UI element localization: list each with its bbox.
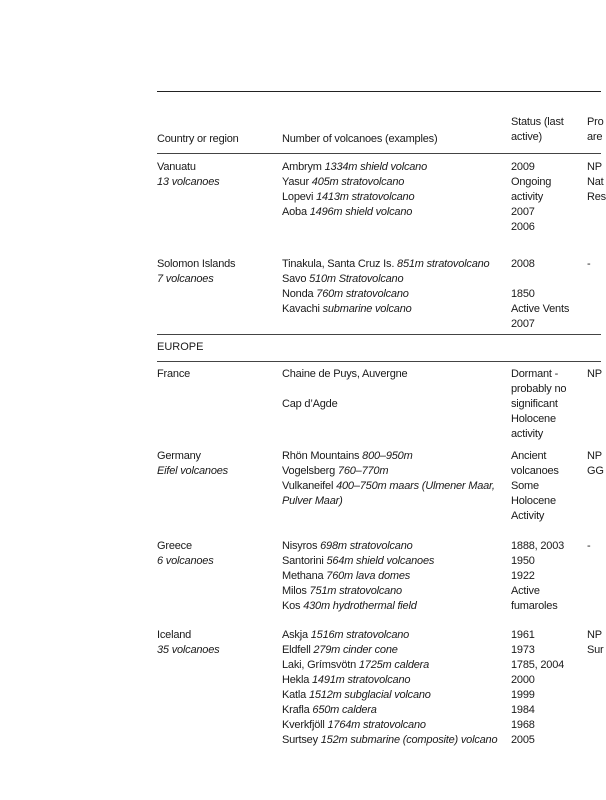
protection-solomon-islands: [587, 257, 590, 272]
country-name: Solomon Islands: [157, 258, 236, 270]
status-greece: [511, 539, 564, 614]
country-name: Vanuatu: [157, 161, 196, 173]
protection-line: Res: [587, 191, 606, 203]
protection-line: NP: [587, 161, 602, 173]
volcano-name: Savo: [282, 273, 307, 285]
country-name: Greece: [157, 540, 192, 552]
status-line: volcanoes: [511, 465, 559, 477]
region-heading-europe: EUROPE: [157, 341, 204, 353]
header-country: Country or region: [157, 133, 239, 145]
status-line: Some: [511, 480, 539, 492]
volcano-entry: [282, 733, 497, 748]
section-rule: [157, 334, 601, 335]
volcano-name: Laki, Grímsvötn: [282, 659, 357, 671]
status-line: 2005: [511, 734, 535, 746]
country-germany: [157, 449, 228, 479]
volcano-entry: [282, 599, 434, 614]
volcano-entry: [282, 643, 497, 658]
volcano-name: Hekla: [282, 674, 310, 686]
volcano-entry: [282, 539, 434, 554]
volcanoes-greece: [282, 539, 434, 614]
volcano-desc: submarine volcano: [322, 303, 412, 315]
status-line: [511, 272, 569, 287]
volcano-entry: [282, 658, 497, 673]
volcano-desc: 751m stratovolcano: [309, 585, 402, 597]
volcano-entry: [282, 382, 407, 397]
header-volcanoes: Number of volcanoes (examples): [282, 133, 438, 145]
volcano-name: Methana: [282, 570, 324, 582]
header-status: [511, 115, 564, 145]
country-solomon-islands: [157, 257, 235, 287]
volcano-name: Kos: [282, 600, 301, 612]
country-vanuatu: [157, 160, 219, 190]
protection-line: NP: [587, 629, 602, 641]
status-line: Holocene: [511, 413, 556, 425]
protection-line: NP: [587, 368, 602, 380]
volcano-desc: 564m shield volcanoes: [326, 555, 435, 567]
volcano-entry: [282, 397, 407, 412]
volcano-name: Kverkfjöll: [282, 719, 325, 731]
volcano-entry: [282, 302, 489, 317]
country-france: [157, 367, 190, 382]
status-line: 1973: [511, 644, 535, 656]
status-line: Ancient: [511, 450, 547, 462]
status-line: 2008: [511, 258, 535, 270]
volcano-name: Eldfell: [282, 644, 311, 656]
volcanoes-solomon-islands: [282, 257, 489, 317]
status-line: 1999: [511, 689, 535, 701]
volcano-name: Santorini: [282, 555, 324, 567]
volcano-entry: [282, 257, 489, 272]
volcanoes-france: [282, 367, 407, 412]
protection-vanuatu: [587, 160, 606, 205]
volcano-desc: 405m stratovolcano: [311, 176, 405, 188]
volcano-count: 13 volcanoes: [157, 176, 220, 188]
volcano-count: 7 volcanoes: [157, 273, 214, 285]
protection-line: -: [587, 540, 591, 552]
volcano-count: 35 volcanoes: [157, 644, 220, 656]
status-line: Ongoing: [511, 176, 552, 188]
status-line: Holocene: [511, 495, 556, 507]
status-line: 1961: [511, 629, 535, 641]
status-line: 1785, 2004: [511, 659, 565, 671]
volcano-name: Vogelsberg: [282, 465, 336, 477]
status-line: Active: [511, 585, 540, 597]
protection-germany: [587, 449, 604, 479]
volcano-name: Katla: [282, 689, 307, 701]
header-status-line1: Status (last: [511, 116, 564, 128]
volcano-desc: 152m submarine (composite) volcano: [320, 734, 498, 746]
volcano-name: Lopevi: [282, 191, 314, 203]
volcano-desc: 279m cinder cone: [313, 644, 398, 656]
volcano-desc: 510m Stratovolcano: [309, 273, 404, 285]
volcano-desc: 1512m subglacial volcano: [308, 689, 431, 701]
protection-line: -: [587, 258, 591, 270]
volcano-name: Krafla: [282, 704, 310, 716]
volcano-desc: 1413m stratovolcano: [316, 191, 415, 203]
protection-line: Nat: [587, 176, 604, 188]
status-line: 1984: [511, 704, 535, 716]
volcano-name: Askja: [282, 629, 308, 641]
volcano-desc: 650m caldera: [312, 704, 377, 716]
status-line: fumaroles: [511, 600, 558, 612]
country-name: Iceland: [157, 629, 192, 641]
volcano-desc: 430m hydrothermal field: [303, 600, 417, 612]
volcano-name: Vulkaneifel: [282, 480, 334, 492]
volcano-entry: [282, 584, 434, 599]
protection-france: [587, 367, 602, 382]
status-line: 1968: [511, 719, 535, 731]
header-protection-line2: are: [587, 131, 603, 143]
status-line: 2007: [511, 318, 535, 330]
status-line: 2006: [511, 221, 535, 233]
header-rule: [157, 153, 601, 154]
status-solomon-islands: [511, 257, 569, 332]
header-status-line2: active): [511, 131, 542, 143]
volcano-name: Ambrym: [282, 161, 322, 173]
volcano-desc: 400–750m maars (Ulmener Maar,: [336, 480, 495, 492]
status-germany: [511, 449, 559, 524]
volcano-name: Chaine de Puys, Auvergne: [282, 368, 408, 380]
volcano-desc: 760–770m: [337, 465, 389, 477]
volcano-entry: [282, 703, 497, 718]
volcano-count: 6 volcanoes: [157, 555, 214, 567]
volcano-entry: [282, 367, 407, 382]
protection-line: GG: [587, 465, 604, 477]
status-line: 1950: [511, 555, 535, 567]
volcano-name: Nisyros: [282, 540, 318, 552]
protection-greece: [587, 539, 590, 554]
status-line: activity: [511, 428, 544, 440]
protection-line: NP: [587, 450, 602, 462]
volcano-entry: [282, 688, 497, 703]
volcano-entry: [282, 628, 497, 643]
volcano-entry: [282, 569, 434, 584]
country-greece: [157, 539, 214, 569]
volcano-name: Kavachi: [282, 303, 320, 315]
volcano-desc: 1516m stratovolcano: [310, 629, 410, 641]
volcano-desc: 800–950m: [362, 450, 413, 462]
volcano-desc: 1491m stratovolcano: [311, 674, 411, 686]
volcano-desc: 1725m caldera: [358, 659, 430, 671]
status-line: 1888, 2003: [511, 540, 565, 552]
status-line: probably no: [511, 383, 567, 395]
volcano-name: Rhön Mountains: [282, 450, 360, 462]
volcano-desc: 1764m stratovolcano: [327, 719, 426, 731]
status-line: Activity: [511, 510, 545, 522]
protection-iceland: [587, 628, 604, 658]
volcano-desc: 1334m shield volcano: [324, 161, 428, 173]
status-line: 2000: [511, 674, 535, 686]
volcano-name: Nonda: [282, 288, 314, 300]
volcano-name: Milos: [282, 585, 307, 597]
volcano-entry: [282, 449, 495, 464]
volcano-desc: 851m stratovolcano: [397, 258, 490, 270]
top-rule: [157, 91, 601, 92]
country-name: France: [157, 368, 191, 380]
volcano-entry: [282, 673, 497, 688]
status-line: 1922: [511, 570, 535, 582]
country-name: Germany: [157, 450, 201, 462]
status-line: 2007: [511, 206, 535, 218]
status-line: 2009: [511, 161, 535, 173]
volcano-desc: 760m stratovolcano: [316, 288, 409, 300]
volcano-entry: [282, 205, 427, 220]
volcano-count: Eifel volcanoes: [157, 465, 228, 477]
volcano-name: Tinakula, Santa Cruz Is.: [282, 258, 395, 270]
volcano-entry: [282, 718, 497, 733]
status-iceland: [511, 628, 564, 748]
status-france: [511, 367, 566, 442]
section-rule: [157, 361, 601, 362]
volcano-entry: [282, 479, 495, 494]
status-line: activity: [511, 191, 544, 203]
volcano-name: Cap d’Agde: [282, 398, 338, 410]
volcano-entry: [282, 160, 427, 175]
volcano-entry: [282, 190, 427, 205]
volcano-name: Aoba: [282, 206, 307, 218]
volcano-entry: [282, 175, 427, 190]
volcano-desc: 760m lava domes: [326, 570, 411, 582]
protection-line: Sur: [587, 644, 604, 656]
volcano-name: Surtsey: [282, 734, 318, 746]
header-protection: [587, 115, 604, 145]
status-line: Dormant -: [511, 368, 559, 380]
status-vanuatu: [511, 160, 551, 235]
volcano-entry: [282, 464, 495, 479]
status-line: 1850: [511, 288, 535, 300]
country-iceland: [157, 628, 219, 658]
volcano-entry: [282, 554, 434, 569]
volcano-entry: [282, 287, 489, 302]
header-protection-line1: Pro: [587, 116, 604, 128]
volcano-desc: 698m stratovolcano: [320, 540, 413, 552]
status-line: Active Vents: [511, 303, 570, 315]
volcanoes-germany: [282, 449, 495, 509]
volcano-entry: [282, 272, 489, 287]
volcanoes-vanuatu: [282, 160, 427, 220]
volcano-name: Yasur: [282, 176, 309, 188]
volcanoes-iceland: [282, 628, 497, 748]
volcano-desc-continued: Pulver Maar): [282, 495, 343, 507]
volcano-desc: 1496m shield volcano: [309, 206, 413, 218]
status-line: significant: [511, 398, 558, 410]
